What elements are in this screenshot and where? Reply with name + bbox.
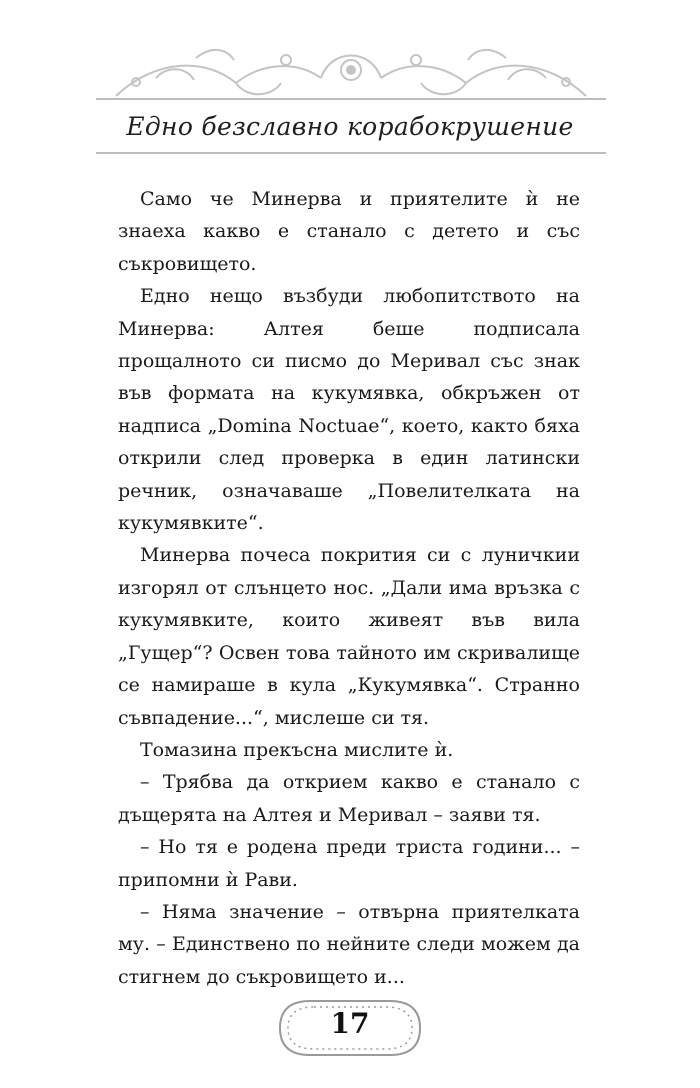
page-number: 17 bbox=[330, 1007, 370, 1040]
paragraph: Едно нещо възбуди любопитството на Минерва: Алтея беше подписала прощалното си писмо до Меривал със знак във формата на кукумявка, обкръжен от надписа „Domina Noctuae“, което, както бяха открили след проверка в един латински речник, означаваше „Повелителката на кукумявките“. bbox=[118, 285, 580, 535]
paragraph: Само че Минерва и приятелите ѝ не знаеха какво е станало с детето и със съкровището. bbox=[118, 188, 580, 275]
paragraph: – Трябва да открием какво е станало с дъщерята на Алтея и Меривал – заяви тя. bbox=[118, 771, 580, 826]
paragraph: – Но тя е родена преди триста години... – припомни ѝ Рави. bbox=[118, 836, 580, 891]
paragraph: – Няма значение – отвърна приятелката му. – Единствено по нейните следи можем да стигнем до съкровището и... bbox=[118, 900, 580, 988]
running-title: Едно безславно корабокрушение bbox=[126, 112, 574, 141]
header-rule-bottom bbox=[96, 152, 606, 154]
body-text bbox=[118, 183, 580, 993]
paragraph: Минерва почеса покрития си с луничкии изгорял от слънцето нос. „Дали има връзка с кукумявките, които живеят във вила „Гущер“? Освен това тайното им скривалище се намираше в кула „Кукумявка“. Странно съвпадение...“, мислеше си тя. bbox=[118, 544, 580, 729]
header-rule-top bbox=[96, 98, 606, 100]
paragraph: Томазина прекъсна мислите ѝ. bbox=[140, 738, 454, 761]
